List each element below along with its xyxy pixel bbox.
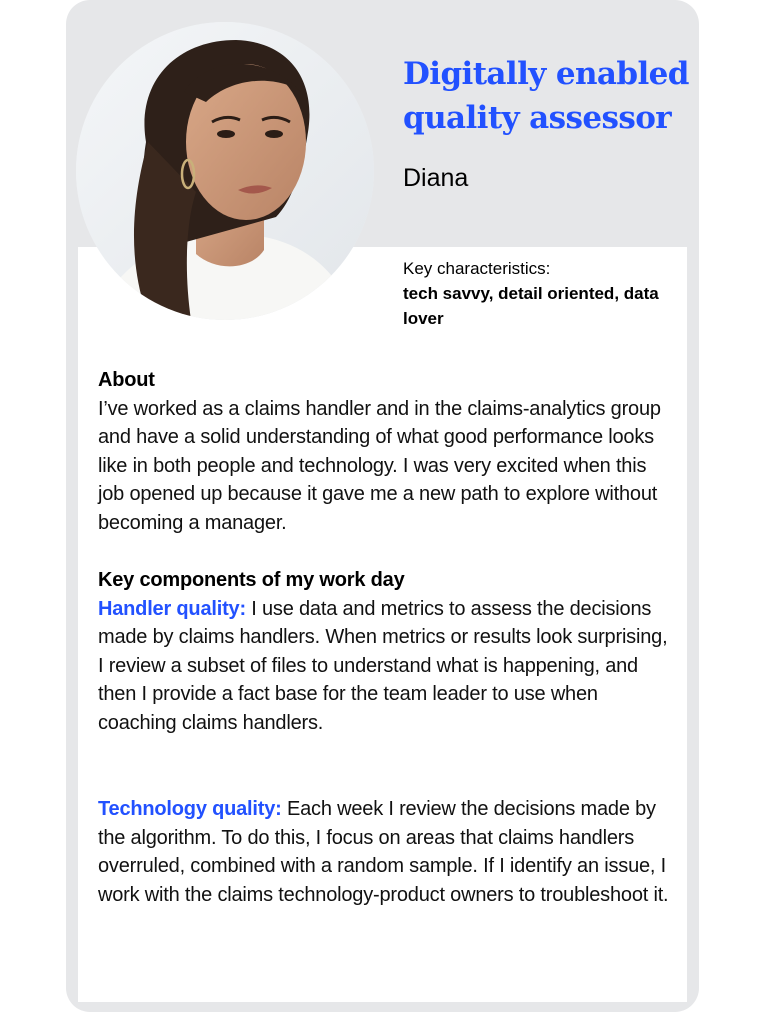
characteristics-label: Key characteristics: xyxy=(403,259,551,278)
technology-quality-text: Each week I review the decisions made by the algorithm. To do this, I focus on areas that claims handlers overruled, combined with a random sample. If I identify an issue, I work with the claims technology-product owners to troubleshoot it. xyxy=(98,798,669,906)
persona-name: Diana xyxy=(403,164,469,192)
technology-quality-paragraph xyxy=(98,795,673,909)
technology-quality-section xyxy=(98,795,673,909)
persona-title: Digitally enabled quality assessor xyxy=(403,56,689,136)
technology-quality-label: Technology quality: xyxy=(98,798,282,820)
handler-quality-text: I use data and metrics to assess the decisions made by claims handlers. When metrics or results look surprising, I review a subset of files to understand what is happening, and then I provide a fact base for the team leader to use when coaching claims handlers. xyxy=(98,597,668,734)
workday-section xyxy=(98,566,673,738)
about-section xyxy=(98,366,673,538)
characteristics-values: tech savvy, detail oriented, data lover xyxy=(403,284,659,328)
portrait-photo-icon xyxy=(76,22,374,320)
handler-quality-paragraph xyxy=(98,595,673,738)
workday-heading: Key components of my work day xyxy=(98,569,405,591)
about-heading: About xyxy=(98,369,155,391)
key-characteristics xyxy=(403,256,693,331)
handler-quality-label: Handler quality: xyxy=(98,597,246,620)
about-text: I’ve worked as a claims handler and in the claims-analytics group and have a solid understanding of what good performance looks like in both people and technology. I was very excited when this job opened up because it gave me a new path to explore without becoming a manager. xyxy=(98,397,661,534)
